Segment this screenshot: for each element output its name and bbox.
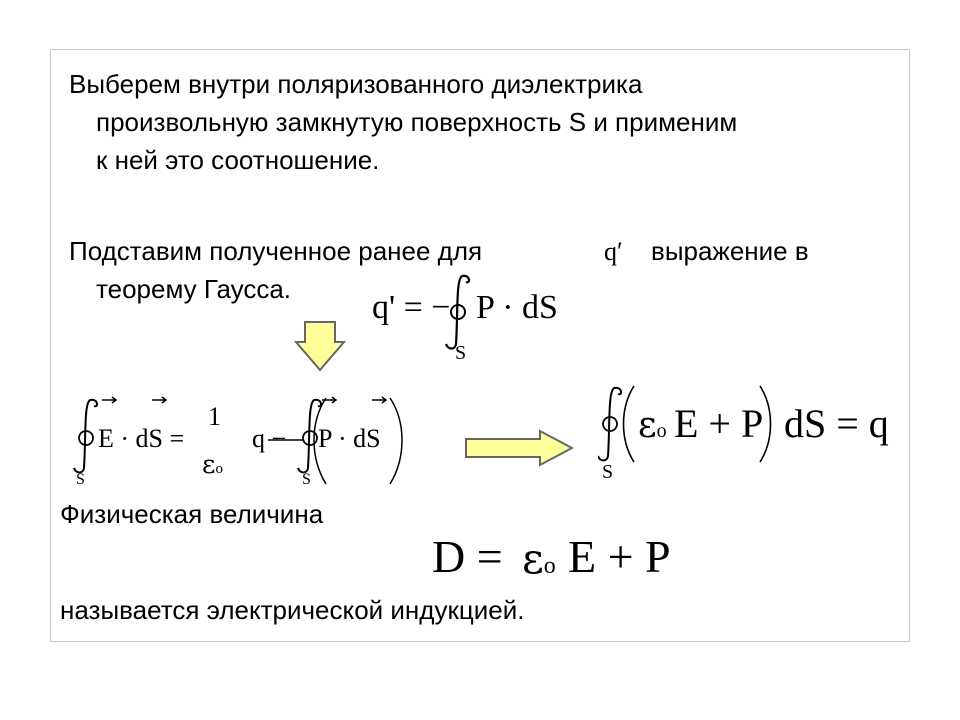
formula-result-subscript: S xyxy=(602,461,614,483)
formula-gauss-frac-den: εo xyxy=(202,450,223,480)
para2-line1b: выражение в xyxy=(651,236,809,266)
para1-line2: произвольную замкнутую поверхность S и применим xyxy=(96,107,738,137)
para3-text: Физическая величина xyxy=(60,499,324,529)
formula-q-lhs: q' = − xyxy=(372,289,451,326)
para2-line1a: Подставим полученное ранее для xyxy=(69,236,483,266)
contour-integral-icon xyxy=(440,272,476,352)
para1-line3: к ней это соотношение. xyxy=(96,145,380,175)
formula-result-tail: dS = q xyxy=(784,401,889,446)
formula-result-eps: εo xyxy=(638,405,667,446)
right-arrow-icon xyxy=(462,428,578,468)
down-arrow-icon xyxy=(290,318,350,378)
para4-text: называется электрической индукцией. xyxy=(60,595,525,625)
formula-D-rhs: E + P xyxy=(568,531,671,582)
formula-gauss-inner-q: q − xyxy=(252,424,287,453)
para2-line2: теорему Гаусса. xyxy=(96,274,292,304)
formula-q-subscript: S xyxy=(455,342,467,364)
formula-gauss-lhs: E · dS = xyxy=(98,424,185,453)
formula-gauss-inner-int: P · dS xyxy=(318,424,381,453)
formula-D-lhs: D = xyxy=(432,531,503,582)
para1-line1: Выберем внутри поляризованного диэлектрика xyxy=(69,69,643,99)
q-prime-symbol: q′ xyxy=(604,237,623,266)
formula-gauss-sub-left: S xyxy=(76,471,85,488)
formula-gauss-sub-right: S xyxy=(302,471,311,488)
formula-q-integrand: P · dS xyxy=(476,289,558,326)
formula-D-eps: εo xyxy=(522,534,556,583)
formula-gauss-frac-num: 1 xyxy=(208,402,221,431)
formula-result-body: E + P xyxy=(674,401,764,446)
